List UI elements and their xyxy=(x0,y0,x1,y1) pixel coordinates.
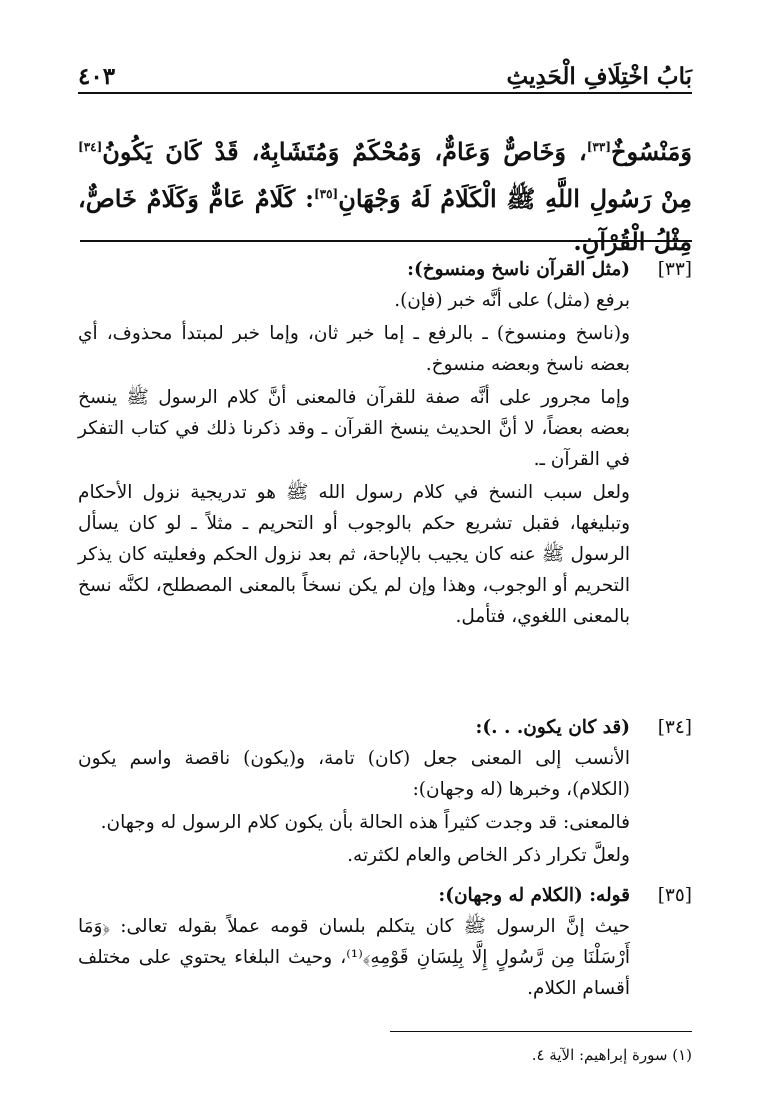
note-35 xyxy=(78,880,692,1006)
note-paragraph: ولعلَّ تكرار ذكر الخاص والعام لكثرته. xyxy=(347,845,630,866)
note-number: [٣٤] xyxy=(657,717,692,738)
note-number: [٣٥] xyxy=(657,885,692,906)
note-paragraph: الأنسب إلى المعنى جعل (كان) تامة، و(يكون) ناقصة واسم يكون (الكلام)، وخبرها (له وجهان): xyxy=(78,748,630,800)
chapter-title: بَابُ اخْتِلَافِ الْحَدِيثِ xyxy=(506,63,692,90)
main-text: وَمَنْسُوخٌ[٣٣]، وَخَاصٌّ وَعَامٌّ، وَمُحْكَمٌ وَمُتَشَابِهٌ، قَدْ كَانَ يَكُونُ[٣٤] مِنْ رَسُولِ اللَّهِ ﷺ الْكَلَامُ لَهُ وَجْهَانِ[٣٥]: كَلَامٌ عَامٌّ وَكَلَامٌ خَاصٌّ، مِثْلُ الْقُرْآنِ. xyxy=(78,137,693,256)
note-title: قوله: (الكلام له وجهان): xyxy=(438,885,630,906)
note-ref-33[interactable]: [٣٣] xyxy=(586,140,611,154)
note-number: [٣٣] xyxy=(657,259,692,280)
running-head xyxy=(78,54,692,90)
note-ref-35[interactable]: [٣٥] xyxy=(313,187,339,201)
note-title: (قد كان يكون. . .): xyxy=(475,717,630,738)
note-paragraph: برفع (مثل) على أنَّه خبر (فإن). xyxy=(394,290,630,311)
note-paragraph: فالمعنى: قد وجدت كثيراً هذه الحالة بأن يكون كلام الرسول له وجهان. xyxy=(100,812,630,833)
note-ref-34[interactable]: [٣٤] xyxy=(78,140,103,154)
note-34 xyxy=(78,712,692,873)
footnote-divider xyxy=(390,1031,692,1032)
main-divider xyxy=(80,240,692,242)
footnote: (١) سورة إبراهيم: الآية ٤. xyxy=(531,1046,692,1064)
note-paragraph: حيث إنَّ الرسول ﷺ كان يتكلم بلسان قومه عملاً بقوله تعالى: ﴿وَمَا أَرْسَلْنَا مِن رَّسُولٍ إِلَّا بِلِسَانِ قَوْمِهِ﴾⁽¹⁾، وحيث البلغاء يحتوي على مختلف أقسام الكلام. xyxy=(78,916,630,999)
note-33 xyxy=(78,254,692,634)
note-paragraph: ولعل سبب النسخ في كلام رسول الله ﷺ هو تدريجية نزول الأحكام وتبليغها، فقبل تشريع حكم بالوجوب أو التحريم ـ مثلاً ـ لو كان يسأل الرسول ﷺ عنه كان يجيب بالإباحة، ثم بعد نزول الحكم وفعليته كان يذكر التحريم أو الوجوب، وهذا وإن لم يكن نسخاً بالمعنى المصطلح، لكنَّه نسخ بالمعنى اللغوي، فتأمل. xyxy=(78,482,630,627)
note-title: (مثل القرآن ناسخ ومنسوخ): xyxy=(407,259,630,280)
note-paragraph: وإما مجرور على أنَّه صفة للقرآن فالمعنى أنَّ كلام الرسول ﷺ ينسخ بعضه بعضاً، لا أنَّ الحديث ينسخ القرآن ـ وقد ذكرنا ذلك في كتاب التفكر في القرآن ـ. xyxy=(78,387,630,470)
note-paragraph: و(ناسخ ومنسوخ) ـ بالرفع ـ إما خبر ثان، وإما خبر لمبتدأ محذوف، أي بعضه ناسخ وبعضه منسوخ. xyxy=(78,323,630,375)
header-divider xyxy=(78,92,692,94)
page-number: ٤٠٣ xyxy=(78,63,116,90)
